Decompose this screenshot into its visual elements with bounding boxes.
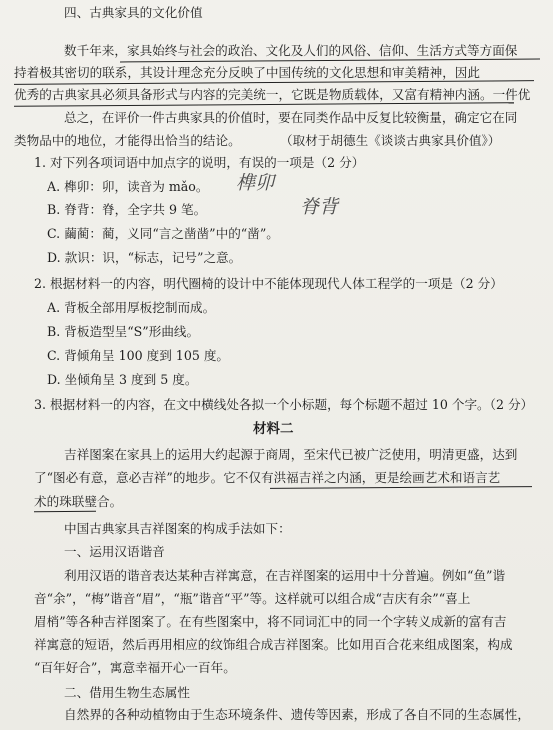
body-line: 数千年来，家具始终与社会的政治、文化及人们的风俗、信仰、生活方式等方面保 xyxy=(64,43,518,58)
option-c: C. 背倾角呈 100 度到 105 度。 xyxy=(47,348,230,363)
body-line: 利用汉语的谐音表达某种吉祥寓意，在吉祥图案的运用中十分普遍。例如“鱼”谐 xyxy=(64,568,506,583)
option-d: D. 款识：识，“标志，记号”之意。 xyxy=(47,250,242,265)
body-line: 音“余”，“梅”谐音“眉”，“瓶”谐音“平”等。这样就可以组合成“吉庆有余”“喜上 xyxy=(34,591,471,606)
body-line: 优秀的古典家具必须具备形式与内容的完美统一，它既是物质载体，又富有精神内涵。一件优 xyxy=(14,87,531,102)
body-line: 术的珠联璧合。 xyxy=(34,494,123,509)
option-a: A. 背板全部用厚板挖制而成。 xyxy=(47,300,216,315)
pen-underline xyxy=(34,511,96,512)
body-line: 总之，在评价一件古典家具的价值时，要在同类作品中反复比较衡量，确定它在同 xyxy=(64,110,518,125)
option-c: C. 繭蔺：蔺，义同“言之凿凿”中的“凿”。 xyxy=(47,226,279,241)
question-3: 3. 根据材料一的内容，在文中横线处各拟一个小标题，每个标题不超过 10 个字。（2 分） xyxy=(34,397,534,412)
body-line: 中国古典家具吉祥图案的构成手法如下： xyxy=(64,521,291,536)
body-line: 眉梢”等各种吉祥图案了。在有些图案中，将不同词汇中的同一个字转义成新的富有吉 xyxy=(34,614,507,629)
subheading: 一、运用汉语谐音 xyxy=(64,544,165,559)
body-line: “百年好合”，寓意幸福开心一百年。 xyxy=(34,660,236,675)
subheading: 二、借用生物生态属性 xyxy=(64,685,190,700)
handwritten-note: 脊背 xyxy=(300,196,339,218)
body-line: 吉祥图案在家具上的运用大约起源于商周，至宋代已被广泛使用，明清更盛，达到 xyxy=(64,447,518,462)
section-heading: 四、古典家具的文化价值 xyxy=(64,5,203,20)
option-d: D. 坐倾角呈 3 度到 5 度。 xyxy=(47,372,198,387)
body-line: 持着极其密切的联系，其设计理念充分反映了中国传统的文化思想和审美精神，因此 xyxy=(14,65,480,80)
body-line: 类物品中的地位，才能得出恰当的结论。 xyxy=(14,133,241,148)
option-b: B. 脊背：脊，全字共 9 笔。 xyxy=(47,202,207,217)
body-line: 了“图必有意，意必吉祥”的地步。它不仅有洪福吉祥之内涵，更是绘画艺术和语言艺 xyxy=(34,470,501,485)
body-line: 自然界的各种动植物由于生态环境条件、遗传等因素，形成了各自不同的生态属性， xyxy=(64,707,530,722)
question-1: 1. 对下列各项词语中加点字的说明，有误的一项是（2 分） xyxy=(34,155,365,170)
option-b: B. 背板造型呈“S”形曲线。 xyxy=(47,324,200,339)
handwritten-note: 榫卯 xyxy=(236,172,275,194)
option-a: A. 榫卯：卯，读音为 mǎo。 xyxy=(47,179,209,194)
question-2: 2. 根据材料一的内容，明代圈椅的设计中不能体现现代人体工程学的一项是（2 分） xyxy=(34,276,503,291)
source-citation: （取材于胡德生《谈谈古典家具价值》） xyxy=(280,133,501,148)
body-line: 祥寓意的短语，然后再用相应的纹饰组合成吉祥图案。比如用百合花来组成图案，构成 xyxy=(34,637,513,652)
material-two-title: 材料二 xyxy=(253,421,294,437)
